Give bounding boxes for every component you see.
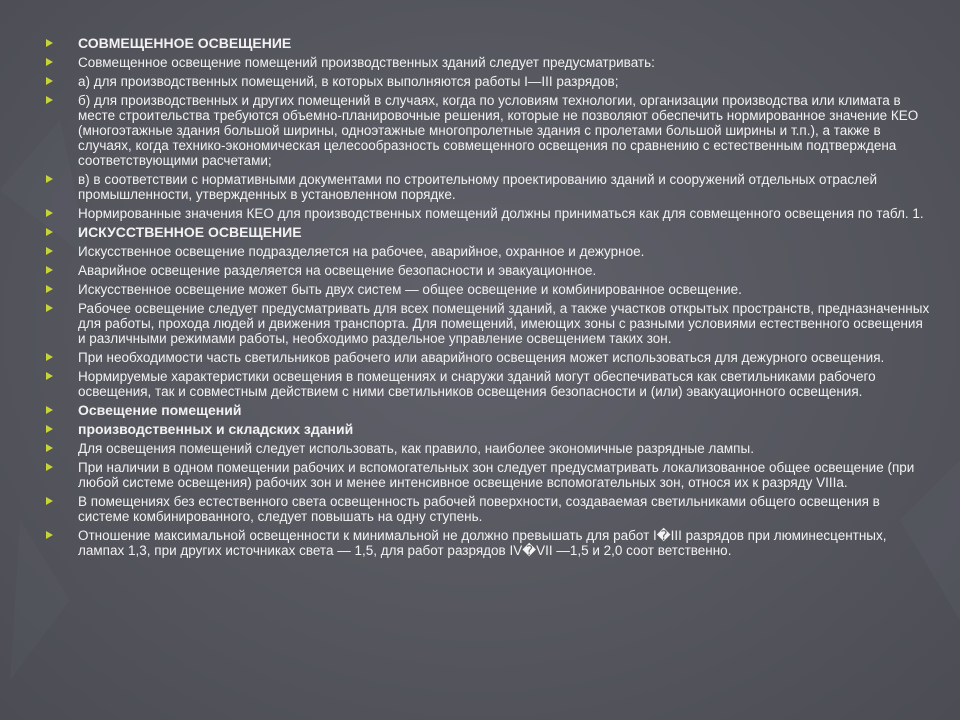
bullet-text: При необходимости часть светильников рабочего или аварийного освещения может использоваться для дежурного освещения.: [78, 350, 885, 365]
bullet-item: [44, 172, 934, 202]
bullet-arrow-icon: [46, 531, 53, 539]
bullet-text: ИСКУССТВЕННОЕ ОСВЕЩЕНИЕ: [78, 224, 302, 240]
bullet-item: [44, 460, 934, 490]
bullet-item: [44, 225, 934, 240]
bullet-item: [44, 403, 934, 418]
bullet-text: В помещениях без естественного света освещенность рабочей поверхности, создаваемая светильниками общего освещения в системе комбинированного, следует повышать на одну ступень.: [78, 494, 880, 524]
bullet-arrow-icon: [46, 425, 53, 433]
bullet-arrow-icon: [46, 353, 53, 361]
bullet-text: Совмещенное освещение помещений производственных зданий следует предусматривать:: [78, 55, 655, 70]
bullet-arrow-icon: [46, 77, 53, 85]
bullet-item: [44, 263, 934, 278]
bullet-item: [44, 350, 934, 365]
bullet-text: Нормируемые характеристики освещения в помещениях и снаружи зданий могут обеспечиваться как светильниками рабочего освещения, так и совместным действием с ними светильников освещения безопасности и (или) эвакуационного освещения.: [78, 369, 876, 399]
bullet-text: Для освещения помещений следует использовать, как правило, наиболее экономичные разрядные лампы.: [78, 441, 754, 456]
bullet-item: [44, 282, 934, 297]
bullet-arrow-icon: [46, 285, 53, 293]
bullet-arrow-icon: [46, 58, 53, 66]
bullet-item: [44, 74, 934, 89]
bullet-item: [44, 206, 934, 221]
bullet-arrow-icon: [46, 444, 53, 452]
bullet-text: Аварийное освещение разделяется на освещение безопасности и эвакуационное.: [78, 263, 597, 278]
bullet-item: [44, 528, 934, 558]
slide-content: [44, 36, 934, 706]
bullet-arrow-icon: [46, 209, 53, 217]
bullet-item: [44, 369, 934, 399]
bullet-item: [44, 494, 934, 524]
bullet-text: СОВМЕЩЕННОЕ ОСВЕЩЕНИЕ: [78, 35, 292, 51]
bullet-item: [44, 93, 934, 168]
bullet-list: [44, 36, 934, 558]
bullet-text: Искусственное освещение подразделяется на рабочее, аварийное, охранное и дежурное.: [78, 244, 645, 259]
bullet-item: [44, 36, 934, 51]
bullet-item: [44, 55, 934, 70]
bullet-arrow-icon: [46, 463, 53, 471]
bullet-text: Нормированные значения КЕО для производственных помещений должны приниматься как для совмещенного освещения по табл. 1.: [78, 206, 924, 221]
bullet-arrow-icon: [46, 175, 53, 183]
bullet-arrow-icon: [46, 304, 53, 312]
bullet-item: [44, 301, 934, 346]
bullet-arrow-icon: [46, 96, 53, 104]
bullet-text: а) для производственных помещений, в которых выполняются работы I—III разрядов;: [78, 74, 619, 89]
bullet-text: Рабочее освещение следует предусматривать для всех помещений зданий, а также участков открытых пространств, предназначенных для работы, прохода людей и движения транспорта. Для помещений, имеющих зоны с разными условиями естественного освещения и различными режимами работы, необходимо раздельное управление освещением таких зон.: [78, 301, 930, 346]
bullet-text: Искусственное освещение может быть двух систем — общее освещение и комбинированное освещение.: [78, 282, 742, 297]
bullet-arrow-icon: [46, 247, 53, 255]
bullet-item: [44, 441, 934, 456]
bullet-text: Освещение помещений: [78, 402, 242, 418]
bullet-text: б) для производственных и других помещений в случаях, когда по условиям технологии, организации производства или климата в месте строительства требуются объемно-планировочные решения, которые не позволяют обеспечить нормированное значение КЕО (многоэтажные здания большой ширины, одноэтажные многопролетные здания с пролетами большой ширины и т.п.), а также в случаях, когда технико-экономическая целесообразность совмещенного освещения по сравнению с естественным подтверждена соответствующими расчетами;: [78, 93, 919, 168]
bullet-arrow-icon: [46, 497, 53, 505]
bullet-text: Отношение максимальной освещенности к минимальной не должно превышать для работ I�III разрядов при люминесцентных, лампах 1,3, при других источниках света — 1,5, для работ разрядов IV�VII —1,5 и 2,0 соот ветственно.: [78, 528, 887, 558]
bullet-item: [44, 422, 934, 437]
bullet-text: в) в соответствии с нормативными документами по строительному проектированию зданий и сооружений отдельных отраслей промышленности, утвержденных в установленном порядке.: [78, 172, 878, 202]
bullet-arrow-icon: [46, 406, 53, 414]
bullet-arrow-icon: [46, 39, 53, 47]
bullet-item: [44, 244, 934, 259]
bullet-text: При наличии в одном помещении рабочих и вспомогательных зон следует предусматривать локализованное общее освещение (при любой системе освещения) рабочих зон и менее интенсивное освещение вспомогательных зон, относя их к разряду VIIIа.: [78, 460, 915, 490]
bullet-arrow-icon: [46, 372, 53, 380]
bullet-arrow-icon: [46, 266, 53, 274]
bullet-arrow-icon: [46, 228, 53, 236]
bullet-text: производственных и складских зданий: [78, 421, 354, 437]
